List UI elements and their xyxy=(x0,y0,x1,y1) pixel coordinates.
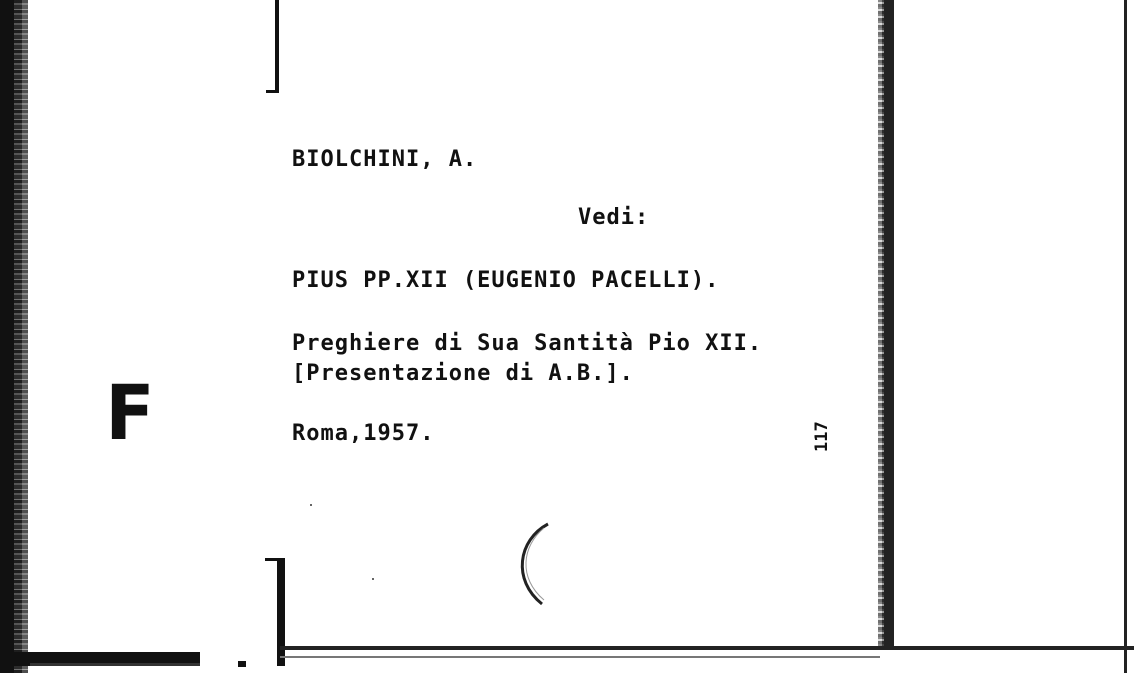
side-number-wrap xyxy=(812,400,840,456)
card-bottom-bracket-top xyxy=(265,558,280,561)
speck xyxy=(310,504,312,506)
left-film-edge-rough xyxy=(14,0,28,673)
card-top-bracket-foot xyxy=(266,90,279,93)
imprint: Roma,1957. xyxy=(292,421,435,446)
card-heading: BIOLCHINI, A. xyxy=(292,147,478,172)
speck xyxy=(372,578,374,580)
left-bottom-dash xyxy=(30,663,200,666)
see-reference-entry: PIUS PP.XII (EUGENIO PACELLI). xyxy=(292,268,720,293)
bottom-rule-secondary xyxy=(280,656,880,658)
margin-letter: F xyxy=(105,368,155,457)
bottom-mark xyxy=(238,661,246,667)
far-right-line xyxy=(1124,0,1127,673)
title-line-2: [Presentazione di A.B.]. xyxy=(292,361,634,386)
see-reference-label: Vedi: xyxy=(578,205,650,230)
title-line-1: Preghiere di Sua Santità Pio XII. xyxy=(292,331,763,356)
card-top-bracket xyxy=(275,0,279,92)
side-number: 117 xyxy=(812,421,832,452)
punch-hole-mark xyxy=(508,520,568,610)
bottom-rule xyxy=(280,646,1134,650)
card-right-edge-rough xyxy=(878,0,884,650)
